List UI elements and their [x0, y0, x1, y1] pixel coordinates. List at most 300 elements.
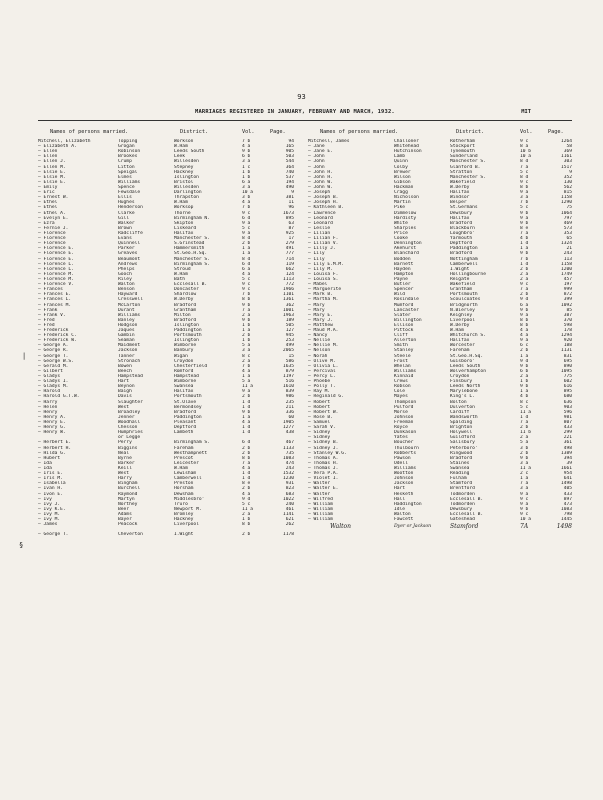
entry-district: Preston: [174, 481, 194, 487]
entry-vol: 10 b: [520, 149, 532, 155]
entry-district: Whitchurch S.: [450, 333, 486, 339]
entry-district: Staines: [450, 460, 470, 466]
entry-spouse: Royce: [394, 425, 408, 431]
entry-vol: 9 b: [242, 317, 251, 323]
entry-page: 457: [563, 276, 572, 282]
entry-name: — Henry W.: [38, 430, 66, 436]
entry-spouse: Greaves: [118, 251, 138, 257]
entry-vol: 9 a: [520, 190, 529, 196]
entry-spouse: Gambin: [118, 333, 135, 339]
entry-name: — Marguerite: [308, 287, 342, 293]
entry-spouse: Barker: [118, 460, 135, 466]
entry-name: — Isabella: [38, 481, 66, 487]
entry-name: — Henry A.: [38, 414, 66, 420]
entry-vol: 1 a: [242, 251, 251, 257]
entry-vol: 2 a: [520, 271, 529, 277]
entry-spouse: Tanner: [118, 353, 135, 359]
entry-vol: 1 b: [242, 174, 251, 180]
entry-name: — Henry E.: [38, 420, 66, 426]
entry-name: — Lilly J.: [308, 246, 336, 252]
entry-district: Wakefield: [450, 179, 475, 185]
entry-name: — George T.: [38, 353, 69, 359]
entry-name: — Louisa S.: [308, 276, 339, 282]
entry-district: Birmingham N.: [174, 215, 210, 221]
entry-vol: 3 a: [242, 184, 251, 190]
entry-page: 986: [285, 394, 294, 400]
entry-vol: 1 d: [242, 430, 251, 436]
entry-name: — Ellen J.: [38, 159, 66, 165]
entry-district: Gateshead: [450, 517, 475, 523]
entry-name: — Frances M.: [38, 302, 72, 308]
entry-district: Todmorden: [450, 491, 475, 497]
entry-spouse: Pike: [394, 205, 406, 211]
entry-name: — Frank: [38, 307, 58, 313]
entry-name: — Polly T.: [308, 384, 336, 390]
entry-spouse: Odell: [394, 460, 408, 466]
entry-name: — Thomas J.: [308, 466, 339, 471]
entry-vol: 6 b: [242, 154, 251, 160]
entry-spouse: Hutchinson: [394, 149, 422, 155]
entry-vol: 7 b: [520, 200, 529, 206]
header-rule: [38, 120, 572, 121]
entry-page: 9: [569, 169, 572, 175]
entry-spouse: White: [394, 220, 408, 226]
entry-district: Tynemouth: [450, 149, 475, 155]
entry-page: 1389: [560, 450, 572, 456]
entry-page: 336: [285, 409, 294, 415]
left-rows: [38, 139, 294, 538]
entry-page: 15: [288, 353, 294, 359]
entry-vol: 7 a: [242, 307, 251, 313]
entry-name: — Joseph B.: [308, 195, 339, 201]
entry-district: Hackney: [174, 517, 194, 523]
left-column-header: [38, 127, 294, 139]
entry-page: 503: [285, 154, 294, 160]
entry-name: — Frances: [38, 287, 63, 293]
entry-name: — Gilbert: [38, 368, 63, 374]
entry-vol: 5 c: [242, 276, 251, 282]
entry-vol: 4 a: [242, 466, 251, 471]
entry-spouse: Pawson: [394, 455, 411, 461]
entry-district: Newport M.: [174, 506, 202, 512]
entry-spouse: Banley: [118, 317, 135, 323]
entry-name: — Ellen M.: [38, 164, 66, 170]
entry-district: Bristol: [174, 179, 194, 185]
entry-page: 211: [285, 404, 294, 410]
entry-page: 1101: [282, 292, 294, 298]
entry-district: Bridgnorth: [450, 302, 478, 308]
entry-vol: 9 b: [242, 149, 251, 155]
entry-page: 1092: [560, 302, 572, 308]
entry-name: — Mary J.: [308, 317, 333, 323]
entry-spouse: Wild: [394, 292, 406, 298]
entry-district: Worksop: [174, 205, 194, 211]
entry-district: Spalding: [450, 420, 473, 426]
entry-district: Halifax: [450, 190, 470, 196]
entry-district: Chesterfield: [174, 363, 208, 369]
entry-district: Prescot: [174, 455, 194, 461]
entry-spouse: Mayes: [394, 394, 408, 400]
entry-vol: 9 b: [520, 455, 529, 461]
entry-district: W.Ham: [174, 200, 188, 206]
entry-page: 1610: [282, 384, 294, 390]
entry-spouse: Andrews: [118, 261, 138, 267]
entry-spouse: Maidment: [118, 343, 141, 349]
entry-page: 775: [563, 374, 572, 380]
entry-vol: 1 d: [520, 414, 529, 420]
entry-name: — Sarah V.: [308, 425, 336, 431]
entry-district: Manchester S.: [174, 256, 210, 262]
entry-district: Windsor: [450, 195, 470, 201]
entry-name: — Florence M.: [38, 276, 74, 282]
entry-page: 364: [285, 164, 294, 170]
entry-spouse: Jackson: [118, 348, 138, 354]
entry-name: — Mary: [308, 307, 325, 313]
entry-vol: 4 a: [242, 368, 251, 374]
entry-page: 839: [285, 389, 294, 395]
entry-vol: 8 e: [242, 481, 251, 487]
entry-page: 1083: [282, 455, 294, 461]
entry-district: Halifax: [174, 230, 194, 236]
entry-name: — Ellen: [38, 149, 58, 155]
entry-page: 1022: [282, 496, 294, 502]
entry-district: St.Olave: [174, 399, 197, 405]
entry-name: — Walter: [308, 491, 331, 497]
entry-district: Bradford: [174, 302, 197, 308]
entry-vol: 9 b: [520, 251, 529, 257]
entry-page: 75: [566, 205, 572, 211]
entry-spouse: Thulbourn: [394, 445, 419, 451]
entry-district: Leek: [174, 154, 186, 160]
entry-page: 1197: [282, 374, 294, 380]
entry-vol: 9 d: [520, 297, 529, 303]
entry-spouse: Cragg: [394, 190, 408, 196]
entry-vol: 7 a: [520, 420, 529, 426]
entry-page: 890: [563, 363, 572, 369]
entry-spouse: Adams: [118, 511, 132, 517]
entry-page: 253: [285, 338, 294, 344]
names-header: Names of persons married.: [320, 129, 399, 135]
entry-page: 616: [563, 384, 572, 390]
entry-name: — William: [308, 501, 333, 507]
entry-district: W.Ham: [174, 271, 188, 277]
entry-spouse: Radcliffe: [118, 230, 143, 236]
entry-vol: 5 a: [520, 440, 529, 446]
entry-vol: 5 c: [242, 225, 251, 231]
entry-district: Pleasant: [174, 420, 197, 426]
entry-district: Yarmouth: [450, 236, 473, 242]
entry-district: Leeds South: [450, 363, 481, 369]
entry-district: Dewsbury: [450, 506, 473, 512]
entry-vol: 1 a: [242, 414, 251, 420]
entry-name: — Walter E.: [308, 486, 339, 492]
entry-page: 353: [563, 230, 572, 236]
entry-name: — Mark B.: [308, 292, 333, 298]
entry-vol: 8 a: [520, 144, 529, 150]
entry-district: Grantham: [450, 287, 473, 293]
entry-district: Finsbury: [450, 379, 473, 385]
entry-page: 127: [285, 328, 294, 334]
entry-page: 94: [288, 139, 294, 144]
entry-page: 17: [288, 236, 294, 242]
entry-district: Salisbury: [450, 440, 475, 446]
entry-name: — Ezra: [38, 220, 55, 226]
entry-district: Glanford B.: [450, 164, 481, 170]
entry-spouse: Woodhall: [118, 420, 141, 426]
entry-name: — Ida: [38, 460, 52, 466]
entry-page: 895: [285, 215, 294, 221]
entry-page: 130: [563, 179, 572, 185]
entry-page: 21: [566, 246, 572, 252]
entry-district: Manchester S.: [450, 159, 486, 165]
entry-name: — Florence L.: [38, 261, 74, 267]
entry-name: — Lily: [308, 256, 325, 262]
entry-spouse: Ellison: [394, 322, 414, 328]
entry-district: Rotherham: [450, 139, 475, 144]
entry-page: 197: [563, 282, 572, 288]
entry-district: Peterboro': [450, 445, 478, 451]
entry-name: — Nellie M.: [308, 343, 339, 349]
entry-page: 243: [285, 466, 294, 471]
entry-page: 945: [285, 333, 294, 339]
entry-vol: 4 a: [242, 200, 251, 206]
entry-name: — Frances L.: [38, 297, 72, 303]
entry-name: — Lawrence: [308, 210, 336, 216]
entry-district: Wimborne: [174, 343, 197, 349]
entry-vol: 3 a: [242, 159, 251, 165]
entry-district: Stepney: [174, 164, 194, 170]
entry-name: — Harold: [38, 389, 61, 395]
entry-spouse: Grogan: [118, 144, 135, 150]
entry-spouse: Hampstead: [118, 374, 143, 380]
entry-page: 931: [285, 481, 294, 487]
entry-district: St.Geo.H.Sq.: [174, 251, 208, 257]
entry-district: Thorne: [174, 210, 191, 216]
entry-page: 58: [566, 144, 572, 150]
entry-vol: 9 a: [242, 389, 251, 395]
entry-vol: 2 b: [242, 532, 251, 538]
entry-page: 954: [563, 471, 572, 477]
entry-vol: 4 b: [520, 236, 529, 242]
entry-district: Bermondsey: [174, 404, 202, 410]
entry-page: 895: [563, 389, 572, 395]
entry-vol: 1 d: [242, 471, 251, 477]
entry-spouse: Henderson: [118, 205, 143, 211]
entry-vol: 8 b: [520, 184, 529, 190]
entry-vol: 8 d: [520, 159, 529, 165]
entry-district: Portsmouth: [174, 333, 202, 339]
entry-name: — Olivia L.: [308, 363, 339, 369]
entry-page: 63: [288, 220, 294, 226]
entry-page: 85: [566, 307, 572, 313]
entry-district: Fulham: [450, 476, 467, 482]
page-header: Page.: [270, 129, 286, 135]
entry-spouse: Hayden: [394, 266, 411, 272]
entry-name: — Walter: [308, 481, 331, 487]
entry-vol: 1 b: [242, 517, 251, 523]
entry-vol: 3 a: [520, 460, 529, 466]
entry-spouse: Williams: [394, 466, 417, 471]
entry-spouse: Hall: [394, 496, 406, 502]
entry-vol: 3 a: [520, 195, 529, 201]
entry-spouse: Stronach: [118, 358, 141, 364]
entry-name: — Frank V.: [38, 312, 66, 318]
entry-vol: 9 a: [242, 220, 251, 226]
entry-name: — John H.: [308, 174, 333, 180]
entry-page: 1131: [560, 348, 572, 354]
entry-page: 714: [285, 256, 294, 262]
entry-page: 1277: [282, 425, 294, 431]
entry-page: 815: [563, 190, 572, 196]
entry-spouse: West: [118, 471, 130, 477]
entry-page: 9: [291, 190, 294, 196]
entry-district: Workson: [174, 139, 194, 144]
entry-name: — Ethel: [38, 200, 58, 206]
entry-vol: 5 a: [242, 343, 251, 349]
entry-page: 1361: [282, 297, 294, 303]
entry-spouse: Johnson: [394, 414, 414, 420]
entry-district: W.Derby: [450, 184, 470, 190]
entry-district: Birmingham S.: [174, 440, 210, 446]
entry-name: — William: [308, 517, 333, 523]
entry-page: 361: [563, 440, 572, 446]
entry-district: Banbury: [174, 348, 194, 354]
entry-spouse: Riley: [118, 276, 132, 282]
entry-vol: 10 a: [520, 154, 532, 160]
entry-name: — Frederick: [38, 328, 69, 334]
entry-spouse: Peacock: [118, 522, 138, 528]
entry-page: 981: [563, 414, 572, 420]
entry-district: Bromley: [174, 511, 194, 517]
entry-district: Ringwood: [450, 450, 473, 456]
handwritten-page: 1498: [556, 523, 572, 531]
entry-name: — Gladys I.: [38, 379, 69, 385]
entry-vol: 8 b: [242, 455, 251, 461]
entry-vol: 8 b: [242, 297, 251, 303]
entry-name: — Fred: [38, 317, 55, 323]
entry-page: 641: [563, 476, 572, 482]
entry-district: Fareham: [450, 348, 470, 354]
entry-page: 905: [285, 149, 294, 155]
entry-spouse: Brewer: [394, 169, 411, 175]
entry-vol: 11 b: [520, 430, 532, 436]
entry-spouse: Williams: [394, 368, 417, 374]
entry-page: 573: [563, 225, 572, 231]
entry-spouse: Durant: [118, 307, 135, 313]
entry-vol: 4 a: [242, 491, 251, 497]
entry-district: W.Ham: [174, 466, 188, 471]
entry-name: — John W.: [308, 179, 333, 185]
entry-page: 562: [563, 184, 572, 190]
entry-district: Portsmouth: [174, 394, 202, 400]
entry-vol: 9 d: [520, 358, 529, 364]
entry-vol: 2 a: [520, 276, 529, 282]
entry-name: — Lily M.: [308, 266, 333, 272]
entry-spouse: Neal: [118, 450, 130, 456]
entry-name: — Martha M.: [308, 297, 339, 303]
entry-spouse: McCarton: [118, 302, 141, 308]
entry-name: — Percival: [308, 368, 336, 374]
entry-spouse: Payne: [394, 276, 408, 282]
entry-page: 1095: [560, 368, 572, 374]
entry-spouse: Cooke: [394, 236, 408, 242]
entry-page: 797: [563, 215, 572, 221]
entry-page: 1230: [282, 476, 294, 482]
entry-district: Belper: [450, 200, 467, 206]
entry-district: Worcester: [450, 343, 475, 349]
entry-spouse: Hart: [394, 486, 406, 492]
entry-district: Paddington: [174, 328, 202, 334]
entry-spouse: Mumford: [394, 302, 414, 308]
entry-name: — Florence: [38, 230, 66, 236]
entry-spouse: Speigal: [118, 169, 138, 175]
entry-district: Doncaster: [174, 287, 199, 293]
entry-page: 394: [563, 455, 572, 461]
entry-vol: 4 a: [242, 144, 251, 150]
entry-vol: 6 a: [520, 302, 529, 308]
entry-district: Birmingham S.: [174, 261, 210, 267]
entry-spouse: Wootton: [394, 471, 414, 477]
entry-name: — Iris E.: [38, 471, 63, 477]
entry-vol: 1 a: [242, 374, 251, 380]
entry-district: Leeds North: [450, 384, 481, 390]
page-title: MARRIAGES REGISTERED IN JANUARY, FEBRUARY AND MARCH, 1932.: [195, 109, 395, 115]
entry-vol: 7 b: [242, 139, 251, 144]
entry-spouse: Burchell: [118, 486, 141, 492]
right-rows: [308, 139, 572, 522]
entry-name: — Henry: [38, 409, 58, 415]
entry-name: — Ivan H.: [38, 486, 63, 492]
entry-spouse: Fewsdale: [118, 190, 141, 196]
entry-district: Bradford: [174, 409, 197, 415]
entry-name: — Samuel: [308, 420, 331, 426]
entry-vol: 10 a: [242, 190, 254, 196]
entry-page: 772: [285, 282, 294, 288]
entry-name: — Elsie E.: [38, 169, 66, 175]
entry-name: — Ethel: [38, 205, 58, 211]
entry-spouse: Gibson: [394, 179, 411, 185]
entry-name: — Joseph: [308, 190, 331, 196]
entry-spouse: Stanley: [394, 348, 414, 354]
entry-name: — Jane E.: [308, 149, 333, 155]
entry-page: 999: [563, 287, 572, 293]
entry-spouse: Lancaster: [394, 307, 419, 313]
entry-page: 1264: [560, 139, 572, 144]
entry-vol: 9 b: [242, 302, 251, 308]
entry-district: Horsham: [174, 486, 194, 492]
entry-vol: 4 b: [520, 394, 529, 400]
entry-page: 1445: [560, 517, 572, 523]
entry-spouse: Hayward: [118, 292, 138, 298]
entry-name: — Thomas H.: [308, 460, 339, 466]
entry-page: 586: [285, 358, 294, 364]
entry-page: 473: [563, 501, 572, 507]
entry-page: 897: [563, 496, 572, 502]
entry-spouse: Lamb: [394, 154, 406, 160]
entry-vol: 7 a: [520, 287, 529, 293]
entry-page: 362: [285, 302, 294, 308]
entry-spouse: Spencer: [394, 287, 414, 293]
entry-spouse: Boucher: [394, 440, 414, 446]
entry-vol: 9 c: [520, 496, 529, 502]
entry-page: 189: [285, 317, 294, 323]
entry-page: 469: [563, 220, 572, 226]
entry-spouse: Clarke: [118, 210, 135, 216]
entry-name: — Ivy K.E.: [38, 506, 66, 512]
entry-page: 1324: [560, 241, 572, 247]
entry-spouse: Whitehead: [394, 144, 419, 150]
entry-vol: 4 a: [520, 333, 529, 339]
